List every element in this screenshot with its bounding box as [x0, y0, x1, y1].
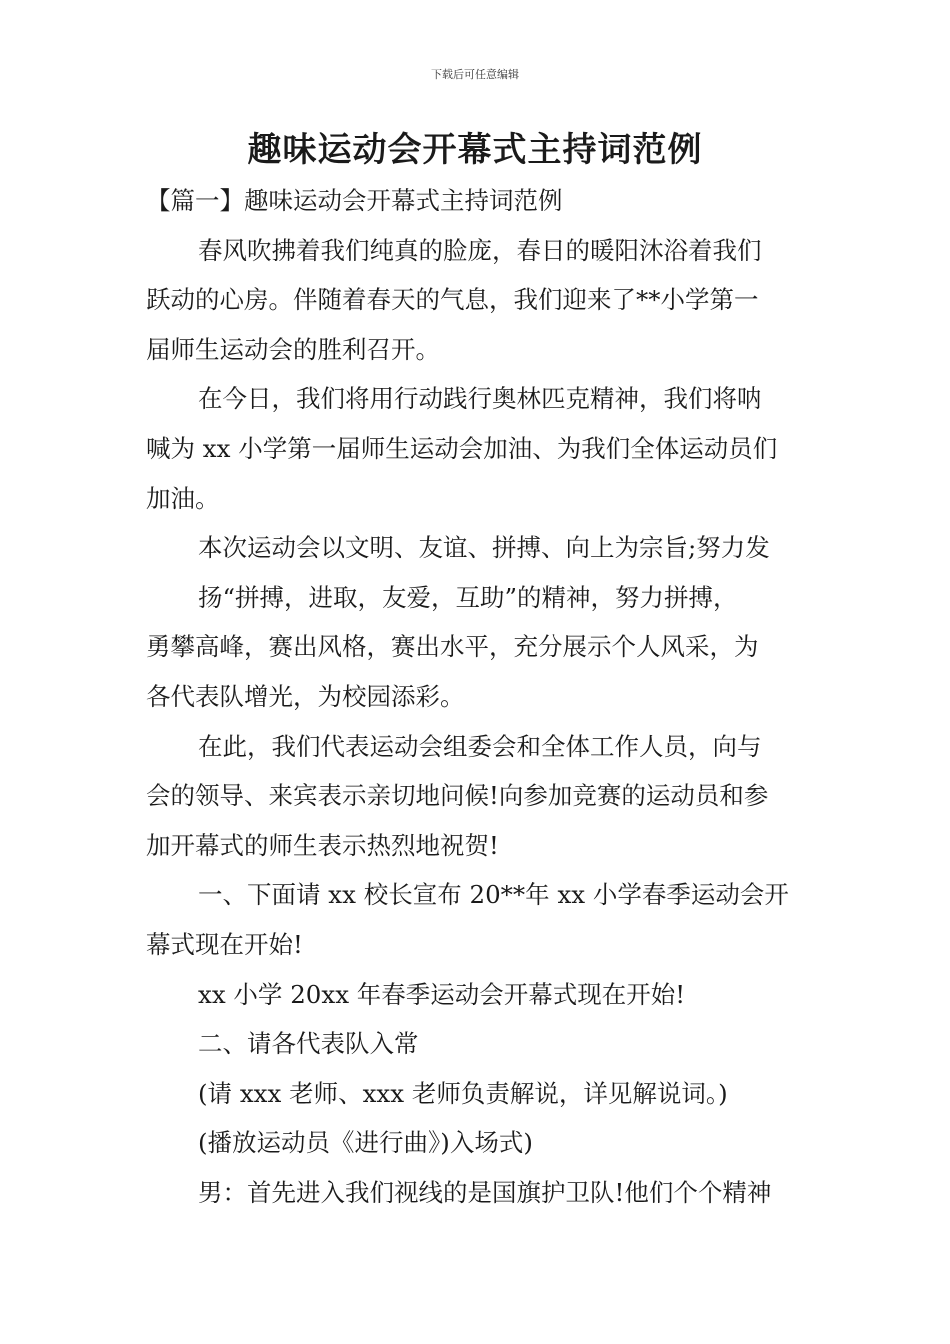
text-line: 跃动的心房。伴随着春天的气息，我们迎来了**小学第一 [146, 285, 759, 315]
text-line: 本次运动会以文明、友谊、拼搏、向上为宗旨;努力发 [198, 533, 770, 563]
text-line: 二、请各代表队入常 [198, 1029, 419, 1059]
text-line: xx 小学 20xx 年春季运动会开幕式现在开始! [198, 979, 686, 1009]
text-line: 勇攀高峰，赛出风格，赛出水平，充分展示个人风采，为 [146, 632, 759, 662]
text-line: 【篇一】趣味运动会开幕式主持词范例 [146, 186, 563, 215]
text-line: 一、下面请 xx 校长宣布 20**年 xx 小学春季运动会开 [198, 880, 789, 910]
text-line: (播放运动员《进行曲》)入场式) [198, 1128, 533, 1158]
text-line: 各代表队增光，为校园添彩。 [146, 681, 465, 711]
header-note: 下载后可任意编辑 [431, 68, 519, 81]
text-line: 在此，我们代表运动会组委会和全体工作人员，向与 [198, 731, 762, 761]
document-body [146, 176, 810, 1217]
document-title: 趣味运动会开幕式主持词范例 [247, 130, 703, 170]
text-line: 在今日，我们将用行动践行奥林匹克精神，我们将呐 [198, 384, 762, 414]
text-line: 喊为 xx 小学第一届师生运动会加油、为我们全体运动员们 [146, 433, 778, 463]
text-line: 男：首先进入我们视线的是国旗护卫队!他们个个精神 [198, 1177, 772, 1207]
text-line: 春风吹拂着我们纯真的脸庞，春日的暖阳沐浴着我们 [198, 235, 762, 265]
text-line: (请 xxx 老师、xxx 老师负责解说，详见解说词。) [198, 1078, 728, 1108]
text-line: 扬“拼搏，进取，友爱，互助”的精神，努力拼搏， [198, 582, 738, 612]
text-line: 加油。 [146, 483, 220, 513]
text-line: 加开幕式的师生表示热烈地祝贺! [146, 830, 499, 860]
text-line: 会的领导、来宾表示亲切地问候!向参加竞赛的运动员和参 [146, 781, 769, 811]
text-line: 幕式现在开始! [146, 929, 303, 959]
text-line: 届师生运动会的胜利召开。 [146, 334, 440, 364]
